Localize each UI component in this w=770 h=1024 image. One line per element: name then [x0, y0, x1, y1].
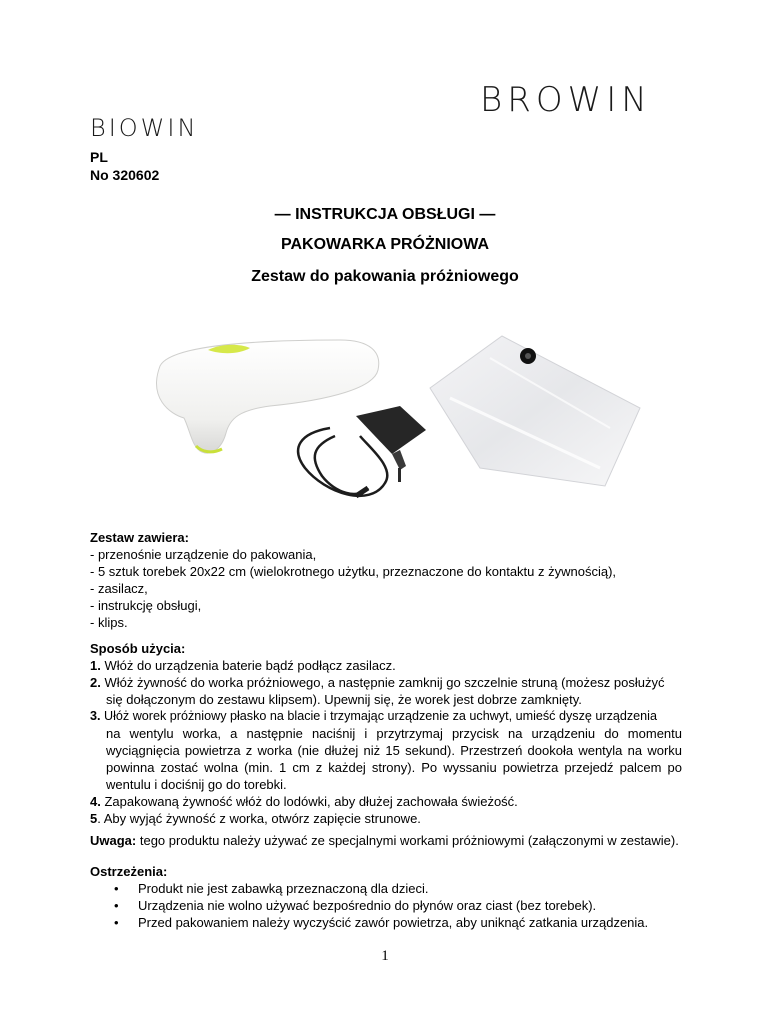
- warnings-heading: Ostrzeżenia:: [90, 864, 168, 879]
- usage-section: [90, 640, 682, 827]
- step-number: 2.: [90, 675, 101, 690]
- bullet-icon: •: [114, 881, 119, 896]
- biowin-logo: BIOWIN: [90, 114, 199, 142]
- note-text: tego produktu należy używać ze specjalnymi workami próżniowymi (załączonymi w zestawie).: [136, 833, 679, 848]
- usage-step: [90, 810, 682, 827]
- step-number: 1.: [90, 658, 101, 673]
- usage-step: [90, 674, 682, 708]
- warning-text: Produkt nie jest zabawką przeznaczoną dla dzieci.: [138, 881, 429, 896]
- warnings-section: [90, 863, 682, 931]
- step-text: Ułóż worek próżniowy płasko na blacie i trzymając urządzenie za uchwyt, umieść dyszę urządzenia: [104, 709, 657, 723]
- product-subtitle: Zestaw do pakowania próżniowego: [251, 268, 519, 285]
- kit-item: - instrukcję obsługi,: [90, 598, 202, 613]
- power-adapter: [298, 406, 426, 496]
- product-title: PAKOWARKA PRÓŻNIOWA: [281, 236, 489, 253]
- kit-contents-section: [90, 529, 682, 631]
- step-text: . Aby wyjąć żywność z worka, otwórz zapięcie strunowe.: [97, 811, 421, 826]
- kit-item: - przenośnie urządzenie do pakowania,: [90, 547, 317, 562]
- vacuum-sealer-device: [157, 340, 379, 453]
- vacuum-bag: [430, 336, 640, 486]
- warning-item: [90, 897, 682, 914]
- usage-heading: Sposób użycia:: [90, 641, 186, 656]
- language-code: PL: [90, 149, 108, 165]
- note-label: Uwaga:: [90, 833, 137, 848]
- step-text: Włóż do urządzenia baterie bądź podłącz zasilacz.: [104, 658, 396, 673]
- manual-title: — INSTRUKCJA OBSŁUGI —: [274, 206, 496, 223]
- step-text: Włóż żywność do worka próżniowego, a następnie zamknij go szczelnie struną (możesz posłużyć: [104, 675, 665, 690]
- step-number: 4.: [90, 794, 101, 809]
- bullet-icon: •: [114, 915, 119, 930]
- usage-step: [90, 657, 682, 674]
- note-section: [90, 832, 682, 849]
- step-text-continued: się dołączonym do zestawu klipsem). Upewnij się, że worek jest dobrze zamknięty.: [106, 692, 582, 707]
- kit-item: - zasilacz,: [90, 581, 148, 596]
- warning-item: [90, 880, 682, 897]
- step-text-continued: na wentylu worka, a następnie naciśnij i przytrzymaj przycisk na urządzeniu do momentu wyciągnięcia powietrza z worka (nie dłużej niż 15 sekund). Przestrzeń dookoła wentyla na worku powinna zostać wolna (min. 1 cm z każdej strony). Po wyssaniu powietrza przejedź palcem po wentulu i dociśnij go do torebki.: [106, 726, 682, 792]
- warning-text: Przed pakowaniem należy wyczyścić zawór powietrza, aby uniknąć zatkania urządzenia.: [138, 915, 649, 930]
- page-number: 1: [381, 948, 389, 964]
- kit-contents-heading: Zestaw zawiera:: [90, 530, 189, 545]
- usage-step: [90, 708, 682, 793]
- usage-step: [90, 793, 682, 810]
- kit-item: - 5 sztuk torebek 20x22 cm (wielokrotnego użytku, przeznaczone do kontaktu z żywnością),: [90, 564, 617, 579]
- step-number: 3.: [90, 709, 101, 723]
- browin-logo: BROWIN: [480, 80, 652, 120]
- warning-text: Urządzenia nie wolno używać bezpośrednio do płynów oraz ciast (bez torebek).: [138, 898, 597, 913]
- step-text: Zapakowaną żywność włóż do lodówki, aby dłużej zachowała świeżość.: [104, 794, 518, 809]
- step-number: 5: [90, 811, 98, 826]
- bullet-icon: •: [114, 898, 119, 913]
- product-illustration: [130, 318, 650, 528]
- product-number: No 320602: [90, 167, 160, 183]
- warning-item: [90, 914, 682, 931]
- kit-item: - klips.: [90, 615, 128, 630]
